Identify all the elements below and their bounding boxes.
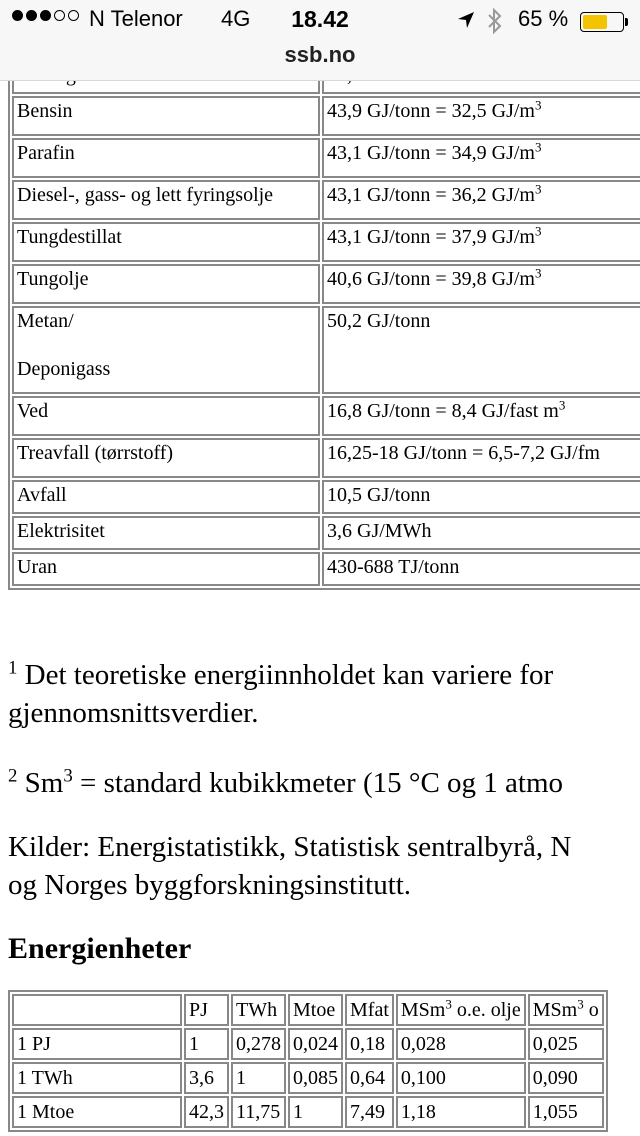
- header-cell: [396, 994, 526, 1026]
- unit-cell: 11,75: [231, 1096, 286, 1128]
- location-arrow-icon: [456, 10, 476, 36]
- fuel-value: 16,25-18 GJ/tonn = 6,5-7,2 GJ/fm: [322, 438, 640, 478]
- fuel-name: Tungdestillat: [12, 222, 320, 262]
- header-cell: Mfat: [345, 994, 394, 1026]
- table-row: [12, 306, 640, 394]
- name-line-1: Metan/: [17, 310, 74, 332]
- table-row: [12, 96, 640, 136]
- header-cell: PJ: [184, 994, 229, 1026]
- value-text: 43,1 GJ/tonn = 34,9 GJ/m: [327, 142, 535, 164]
- superscript: 3: [558, 397, 566, 413]
- header-cell: TWh: [231, 994, 286, 1026]
- name-line-2: Deponigass: [17, 358, 111, 380]
- fuel-name: Uran: [12, 552, 320, 586]
- section-heading: Energienheter: [8, 932, 192, 965]
- fuel-name: Diesel-, gass- og lett fyringsolje: [12, 180, 320, 220]
- value-text: 40,6 GJ/tonn = 39,8 GJ/m: [327, 268, 535, 290]
- footnote-2: [8, 764, 640, 802]
- fuel-name: Tungolje: [12, 264, 320, 304]
- superscript: 3: [534, 223, 542, 239]
- sources-text: Kilder: Energistatistikk, Statistisk sentralbyrå, N: [8, 831, 572, 863]
- value-text: 43,9 GJ/tonn = 32,5 GJ/m: [327, 100, 535, 122]
- footnote-text: = standard kubikkmeter (15 °C og 1 atmo: [72, 767, 564, 799]
- header-text: MSm: [532, 999, 578, 1021]
- carrier-name: N Telenor: [89, 6, 183, 31]
- unit-cell: 1 Mtoe: [12, 1096, 182, 1128]
- unit-cell: 0,090: [528, 1062, 604, 1094]
- header-row: [12, 994, 604, 1026]
- table-row: [12, 438, 640, 478]
- fuel-name: Parafin: [12, 138, 320, 178]
- table-row: [12, 1028, 604, 1060]
- unit-cell: 7,49: [345, 1096, 394, 1128]
- battery-percent: 65 %: [518, 6, 569, 31]
- superscript: 3: [63, 765, 73, 787]
- header-cell: Mtoe: [288, 994, 343, 1026]
- bluetooth-icon: [486, 8, 504, 40]
- footnote-mark: 1: [8, 657, 18, 679]
- unit-cell: 0,18: [345, 1028, 394, 1060]
- footnote-text: Det teoretiske energiinnholdet kan variere for: [17, 659, 554, 691]
- energy-content-table: [8, 56, 640, 590]
- table-row: [12, 516, 640, 550]
- unit-cell: 1: [184, 1028, 229, 1060]
- network-type: 4G: [221, 6, 251, 31]
- unit-cell: 0,028: [396, 1028, 526, 1060]
- fuel-value: [322, 180, 640, 220]
- header-cell: [12, 994, 182, 1026]
- fuel-value: 430-688 TJ/tonn: [322, 552, 640, 586]
- unit-cell: 1 TWh: [12, 1062, 182, 1094]
- footnote-1: [8, 656, 640, 732]
- table-row: [12, 552, 640, 586]
- unit-cell: 1: [288, 1096, 343, 1128]
- table-row: [12, 138, 640, 178]
- header-cell: [528, 994, 604, 1026]
- table-row: [12, 1096, 604, 1128]
- header-text: o.e. olje: [451, 999, 521, 1021]
- superscript: 3: [534, 181, 542, 197]
- sources: [8, 828, 640, 904]
- unit-cell: 1: [231, 1062, 286, 1094]
- unit-cell: 0,100: [396, 1062, 526, 1094]
- fuel-name: Ved: [12, 396, 320, 436]
- superscript: 3: [534, 97, 542, 113]
- header-text: o: [583, 999, 599, 1021]
- unit-cell: 0,085: [288, 1062, 343, 1094]
- table-row: [12, 180, 640, 220]
- superscript: 3: [534, 139, 542, 155]
- fuel-value: [322, 96, 640, 136]
- unit-cell: 0,64: [345, 1062, 394, 1094]
- fuel-value: [322, 396, 640, 436]
- fuel-value: 50,2 GJ/tonn: [322, 306, 640, 394]
- value-text: 16,8 GJ/tonn = 8,4 GJ/fast m: [327, 400, 559, 422]
- unit-cell: 0,025: [528, 1028, 604, 1060]
- fuel-name: Avfall: [12, 480, 320, 514]
- fuel-value: 3,6 GJ/MWh: [322, 516, 640, 550]
- fuel-value: [322, 264, 640, 304]
- unit-cell: 1,18: [396, 1096, 526, 1128]
- fuel-name: Bensin: [12, 96, 320, 136]
- fuel-name: Treavfall (tørrstoff): [12, 438, 320, 478]
- table-row: [12, 222, 640, 262]
- battery-tip: [625, 18, 628, 26]
- fuel-value: [322, 222, 640, 262]
- address-bar-url[interactable]: ssb.no: [284, 42, 356, 67]
- sources-text: og Norges byggforskningsinstitutt.: [8, 869, 412, 901]
- fuel-name: Elektrisitet: [12, 516, 320, 550]
- unit-cell: 1 PJ: [12, 1028, 182, 1060]
- status-bar: [0, 0, 640, 81]
- clock: 18.42: [291, 6, 349, 32]
- footnote-mark: 2: [8, 765, 18, 787]
- unit-cell: 0,024: [288, 1028, 343, 1060]
- footnote-text: gjennomsnittsverdier.: [8, 697, 259, 729]
- superscript: 3: [445, 996, 452, 1012]
- footnote-text: Sm: [17, 767, 64, 799]
- superscript: 3: [577, 996, 584, 1012]
- value-text: 43,1 GJ/tonn = 37,9 GJ/m: [327, 226, 535, 248]
- battery-icon: [580, 12, 624, 32]
- unit-cell: 42,3: [184, 1096, 229, 1128]
- superscript: 3: [534, 265, 542, 281]
- battery-level: [583, 15, 607, 29]
- table-row: [12, 264, 640, 304]
- unit-cell: 3,6: [184, 1062, 229, 1094]
- header-text: MSm: [400, 999, 446, 1021]
- energy-units-table: [8, 990, 608, 1132]
- value-text: 43,1 GJ/tonn = 36,2 GJ/m: [327, 184, 535, 206]
- unit-cell: 0,278: [231, 1028, 286, 1060]
- table-row: [12, 396, 640, 436]
- table-row: [12, 1062, 604, 1094]
- fuel-name: [12, 306, 320, 394]
- fuel-value: 10,5 GJ/tonn: [322, 480, 640, 514]
- table-row: [12, 480, 640, 514]
- fuel-value: [322, 138, 640, 178]
- unit-cell: 1,055: [528, 1096, 604, 1128]
